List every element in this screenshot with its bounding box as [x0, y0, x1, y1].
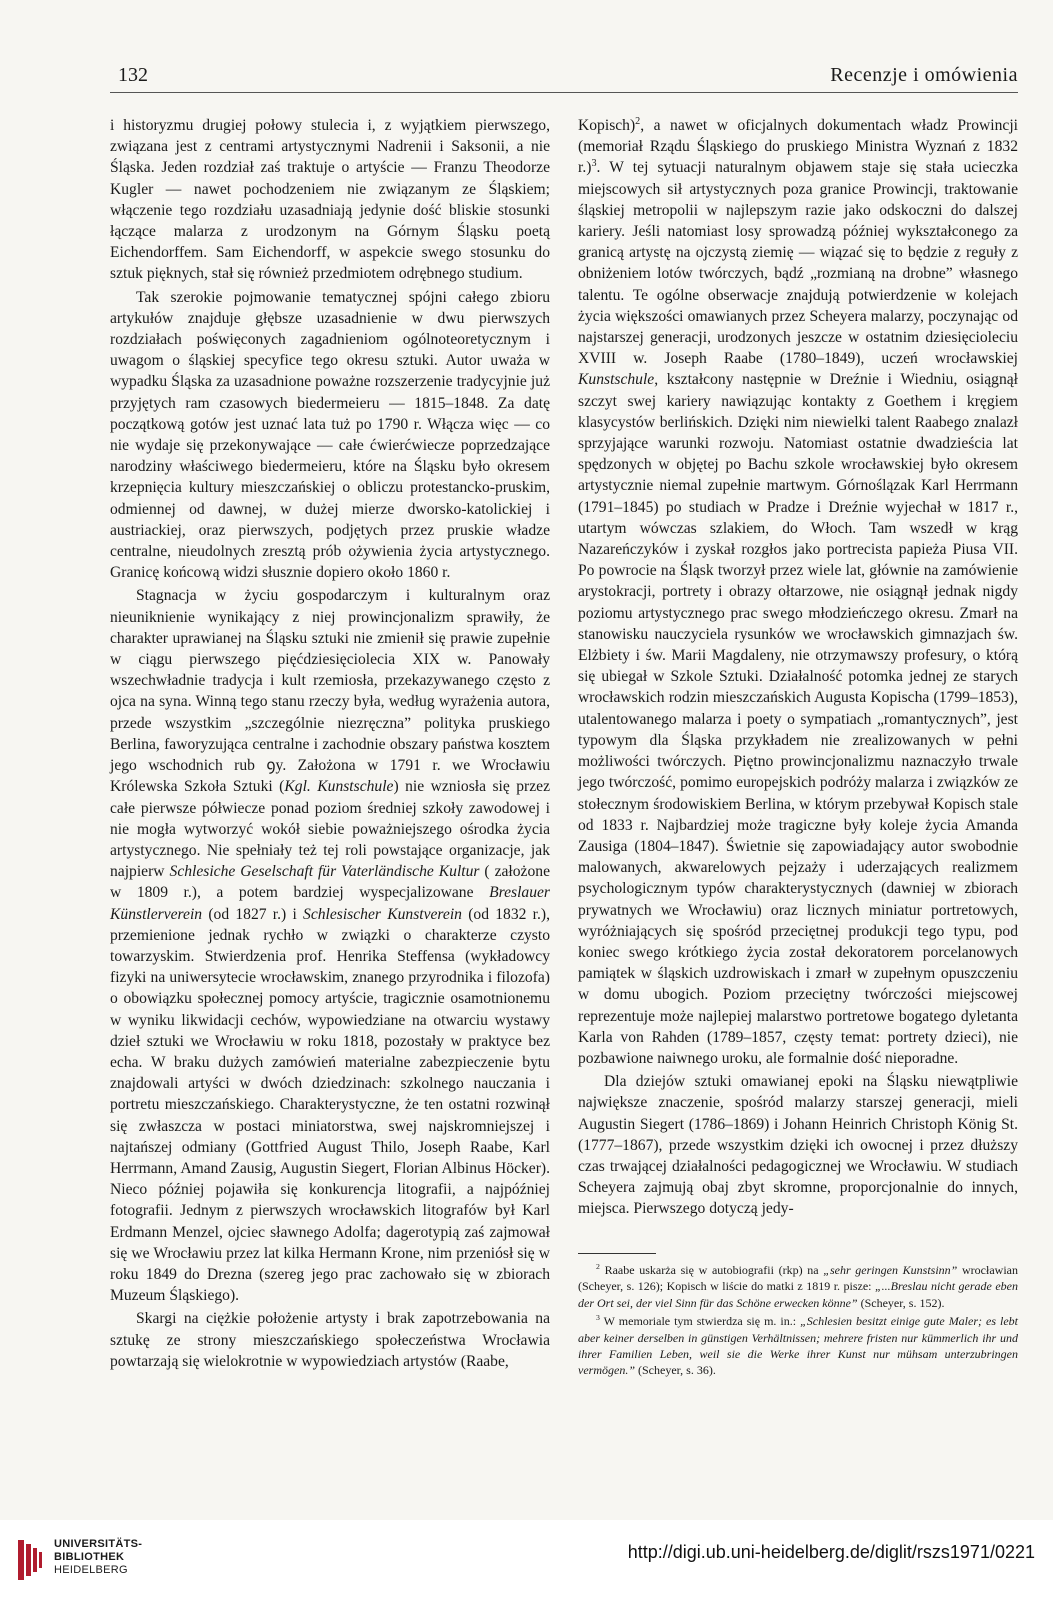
page-number: 132	[118, 64, 148, 86]
source-url-link[interactable]: http://digi.ub.uni-heidelberg.de/diglit/rszs1971/0221	[627, 1542, 1035, 1562]
library-logo[interactable]	[18, 1534, 148, 1584]
header-rule	[110, 92, 1018, 93]
running-title: Recenzje i omówienia	[830, 64, 1018, 86]
text-run: Kopisch)	[578, 117, 636, 134]
text-run: wrocławian (Scheyer, s. 126); Kopisch w liście do matki z 1819 r. pisze:	[578, 1263, 1018, 1294]
footnote-ref: 3	[591, 158, 597, 170]
printed-glyph: ꝯ	[266, 757, 276, 775]
left-column	[110, 115, 550, 1372]
text-run: (od 1832 r.), przemienione jednak rychło w związki o charakterze czysto towarzyskim. Stwierdzenia prof. Henrika Steffensa (wykładowcy fizyki na uniwersytecie wrocławskim, znanego przyrodnika i filozofa) o obowiązku społecznej pomocy artyście, tragicznie osamotnionemu w wyniku likwidacji cechów, wypowiedziane na otwarciu wystawy dzieł sztuki we Wrocławiu w roku 1818, pozostały w praktyce bez echa. W braku dużych zamówień materialne zabezpieczenie bytu znajdowali artyści w dwóch dziedzinach: szkolnego nauczania i portretu mieszczańskiego. Charakterystyczne, że ten ostatni rozwinął się zwłaszcza w postaci miniatorstwa, swej najskromniejszej i najtańszej odmiany (Gottfried August Thilo, Joseph Raabe, Karl Herrmann, Amand Zausig, Augustin Siegert, Florian Albinus Höcker). Nieco później pojawiła się konkurencja litografii, a najpóźniej fotografii. Jednym z pierwszych wrocławskich litografów był Karl Erdmann Menzel, ojciec sławnego Adolfa; dagerotypią zaś zajmował się we Wrocławiu przez lat kilka Hermann Krone, nim przeniósł się w roku 1849 do Drezna (szereg jego prac zachowało się w zbiorach Muzeum Śląskiego).	[110, 905, 550, 1305]
logo-line: BIBLIOTHEK	[54, 1551, 125, 1563]
paragraph: Skargi na ciężkie położenie artysty i brak zapotrzebowania na sztukę ze strony mieszczańskiego społeczeństwa Wrocławia powtarzają się wielokrotnie w wypowiedziach artystów (Raabe,	[110, 1310, 550, 1370]
text-run: ( założone w 1809 r.), a potem bardziej wyspecjalizowane	[110, 863, 550, 902]
paragraph: i historyzmu drugiej połowy stulecia i, z wyjątkiem pierwszego, związana jest z centrami artystycznymi Nadrenii i Saksonii, a nie Śląska. Jeden rozdział zaś traktuje o artyście — Franzu Theodorze Kugler — nawet pochodzeniem nie związanym ze Śląskiem; włączenie tego rozdziału uzasadniają jedynie dość bliskie stosunki łączące malarza z urodzonym na Górnym Śląsku poetą Eichendorffem. Sam Eichendorff, w aspekcie swego stosunku do sztuk pięknych, stał się również przedmiotem odrębnego studium.	[110, 117, 550, 283]
logo-line: UNIVERSITÄTS-	[54, 1538, 143, 1550]
library-logo-icon	[18, 1540, 46, 1580]
footnote-number: 3	[596, 1313, 600, 1323]
text-run: W memoriale tym stwierdza się m. in.:	[599, 1314, 801, 1329]
footnote-ref: 2	[635, 115, 641, 127]
viewer-footer	[0, 1520, 1053, 1598]
paragraph: Dla dziejów sztuki omawianej epoki na Śląsku niewątpliwie największe znaczenie, spośród malarzy starszej generacji, mieli Augustin Siegert (1786–1869) i Johann Heinrich Christoph König St. (1777–1867), przede wszystkim dzięki ich owocnej i przez dłuższy czas trwającej działalności pedagogicznej we Wrocławiu. W studiach Scheyera zajmują obaj zbyt skromne, proporcjonalnie do innych, miejsca. Pierwszego dotyczą jedy-	[578, 1073, 1018, 1218]
italic-term: Schlesiche Geselschaft für Vaterländische Kultur	[169, 863, 480, 881]
text-run: Stagnacja w życiu gospodarczym i kulturalnym oraz nieuniknienie wynikający z niej prowincjonalizm sprawiły, że charakter uprawianej na Śląsku sztuki nie zmienił się prawie zupełnie w ciągu pierwszego pięćdziesięciolecia XIX w. Panowały wszechwładnie tradycja i kult rzemiosła, przekazywanego często z ojca na syna. Winną tego stanu rzeczy była, według wyrażenia autora, przede wszystkim „szczególnie niezręczna” polityka pruskiego Berlina, faworyzująca centralne i zachodnie obszary państwa kosztem jego wschodnich rub	[110, 587, 550, 775]
footnote-rule	[578, 1253, 656, 1254]
footnote-number: 2	[596, 1262, 600, 1271]
page-header	[110, 62, 1018, 92]
text-run: y. Założona w 1791 r. we Wrocławiu Królewska Szkoła Sztuki (	[110, 757, 550, 796]
footnote	[578, 1262, 1018, 1311]
text-run: (od 1827 r.) i	[202, 905, 304, 923]
footnotes	[578, 1262, 1018, 1381]
footnote	[578, 1313, 1018, 1379]
italic-quote: „...Breslau nicht gerade eben der Ort sei, der viel Sinn für das Schöne erwecken könne”	[578, 1279, 1018, 1310]
text-run: ) nie wzniosła się przez całe pierwsze półwiecze ponad poziom średniej szkoły zawodowej i nie mogła wytworzyć wokół siebie poważniejszego ośrodka życia artystycznego. Nie spełniały też tej roli powstające organizacje, jak najpierw	[110, 778, 551, 881]
italic-term: Schlesischer Kunstverein	[303, 905, 462, 923]
paragraph	[578, 115, 1018, 1069]
text-run: , a nawet w oficjalnych dokumentach władz Prowincji (memoriał Rządu Śląskiego do pruskiego Ministra Wyznań z 1832 r.)	[578, 117, 1018, 177]
text-run: , kształcony następnie w Dreźnie i Wiedniu, osiągnął szczyt swej kariery nawiązując kontakty z Goethem i kręgiem klasycystów berlińskich. Dzięki nim niewielki talent Raabego znalazł sprzyjające warunki rozwoju. Natomiast ostatnie dwadzieścia lat spędzonych w objętej po Bachu szkole wrocławskiej było okresem artystycznie niemal zupełnie martwym. Górnoślązak Karl Herrmann (1791–1845) po studiach w Pradze i Dreźnie wyjechał w 1817 r., utartym wówczas szlakiem, do Włoch. Tam wszedł w krąg Nazareńczyków i zyskał rozgłos jako portrecista papieża Piusa VII. Po powrocie na Śląsk tworzył przez wiele lat, głównie na zamówienie arystokracji, portrety i obrazy ołtarzowe, nie osiągnął jednak nigdy poziomu artystycznego prac swego młodzieńczego okresu. Zmarł na stanowisku nauczyciela rysunków we wrocławskich gimnazjach św. Elżbiety i św. Marii Magdaleny, nie otrzymawszy profesury, o którą się ubiegał w Szkole Sztuki. Działalność potomka jednej ze starych wrocławskich rodzin mieszczańskich Augusta Kopischa (1799–1853), utalentowanego malarza i poety o sympatiach „romantycznych”, jest typowym dla Śląska przykładem nie zrealizowanych w pełni możliwości twórczych. Piętno prowincjonalizmu naznaczyło trwale jego twórczość, pomimo europejskich podróży malarza i związków ze stołecznym środowiskiem Berlina, w którym przebywał Kopisch stale od 1833 r. Najbardziej może tragiczne były koleje życia Amanda Zausiga (1804–1847). Świetnie się zapowiadający autor swobodnie malowanych, akwarelowych pejzaży i uderzających realizmem psychologicznym typów charakterystycznych (dawniej w zbiorach prywatnych we Wrocławiu) oraz licznych miniatur portretowych, wyróżniających się spośród przeciętnej produkcji tego typu, pod koniec swego krótkiego życia został dekoratorem porcelanowych pamiątek w śląskich uzdrowiskach i zmarł w zupełnym opuszczeniu w domu ubogich. Poziom przeciętny twórczości miejscowej reprezentuje może najlepiej malarstwo portretowe bogatego dyletanta Karla von Rahden (1789–1857, częsty temat: portrety dzieci), nie pozbawione naiwnego uroku, ale formalnie dość nieporadne.	[578, 371, 1018, 1067]
text-run: Raabe uskarża się w autobiografii (rkp) na	[599, 1263, 824, 1277]
library-logo-text	[54, 1538, 142, 1577]
italic-term: Kunstschule	[578, 371, 655, 389]
logo-line: HEIDELBERG	[54, 1564, 128, 1576]
text-run: (Scheyer, s. 152).	[857, 1295, 945, 1310]
italic-term: Kgl. Kunstschule	[284, 778, 394, 796]
paragraph	[110, 585, 550, 1306]
paragraph: Tak szerokie pojmowanie tematycznej spójni całego zbioru artykułów znajduje głębsze uzasadnienie w dwu pierwszych rozdziałach poświęconych zagadnieniom ogólnoteoretycznym i uwagom o śląskiej specyfice tego okresu sztuki. Autor uważa w wypadku Śląska za uzasadnione poważne rozszerzenie tradycyjnie już przyjętych ram czasowych biedermeieru — 1815–1848. Za datę początkową gotów jest uznać lata tuż po 1790 r. Włącza więc — co nie wydaje się przekonywające — całe ćwierćwiecze poprzedzające narodziny właściwego biedermeieru, które na Śląsku było okresem krzepnięcia kultury mieszczańskiej o obliczu protestancko-pruskim, odmiennej od dawnej, w dużej mierze dworsko-katolickiej i austriackiej, oraz pierwszych, podjętych przez pruskie władze centralne, nieudolnych zresztą prób ożywienia życia artystycznego. Granicę końcową widzi słusznie dopiero około 1860 r.	[110, 288, 550, 582]
italic-quote: „Schlesien besitzt einige gute Maler; es lebt aber keiner derselben in günstigen Verhältnissen; mehrere fristen nur kümmerlich ihr und ihrer Familien Leben, weil sie die Werke ihrer Kunst nur mühsam unterzubringen vermögen.”	[578, 1314, 1018, 1378]
text-run: . W tej sytuacji naturalnym objawem staje się stała ucieczka miejscowych sił artystycznych poza granice Prowincji, traktowanie śląskiej metropolii w najlepszym razie jako odskoczni do dalszej kariery. Jeśli natomiast losy sprowadzą później wykształconego za granicą artystę na ojczystą ziemię — wiązać się to będzie z reguły z obniżeniem lotów twórczych, bądź „rozmianą na drobne” własnego talentu. Te ogólne obserwacje znajdują potwierdzenie w kolejach życia większości omawianych przez Scheyera malarzy, poczynając od najstarszej generacji, urodzonych jeszcze w ostatnim dziesięcioleciu XVIII w. Joseph Raabe (1780–1849), uczeń wrocławskiej	[578, 159, 1018, 368]
italic-term: Breslauer Künstlerverein	[110, 884, 550, 923]
right-column	[578, 115, 1018, 1220]
italic-quote: „sehr geringen Kunstsinn”	[823, 1263, 958, 1277]
text-run: (Scheyer, s. 36).	[635, 1363, 716, 1378]
